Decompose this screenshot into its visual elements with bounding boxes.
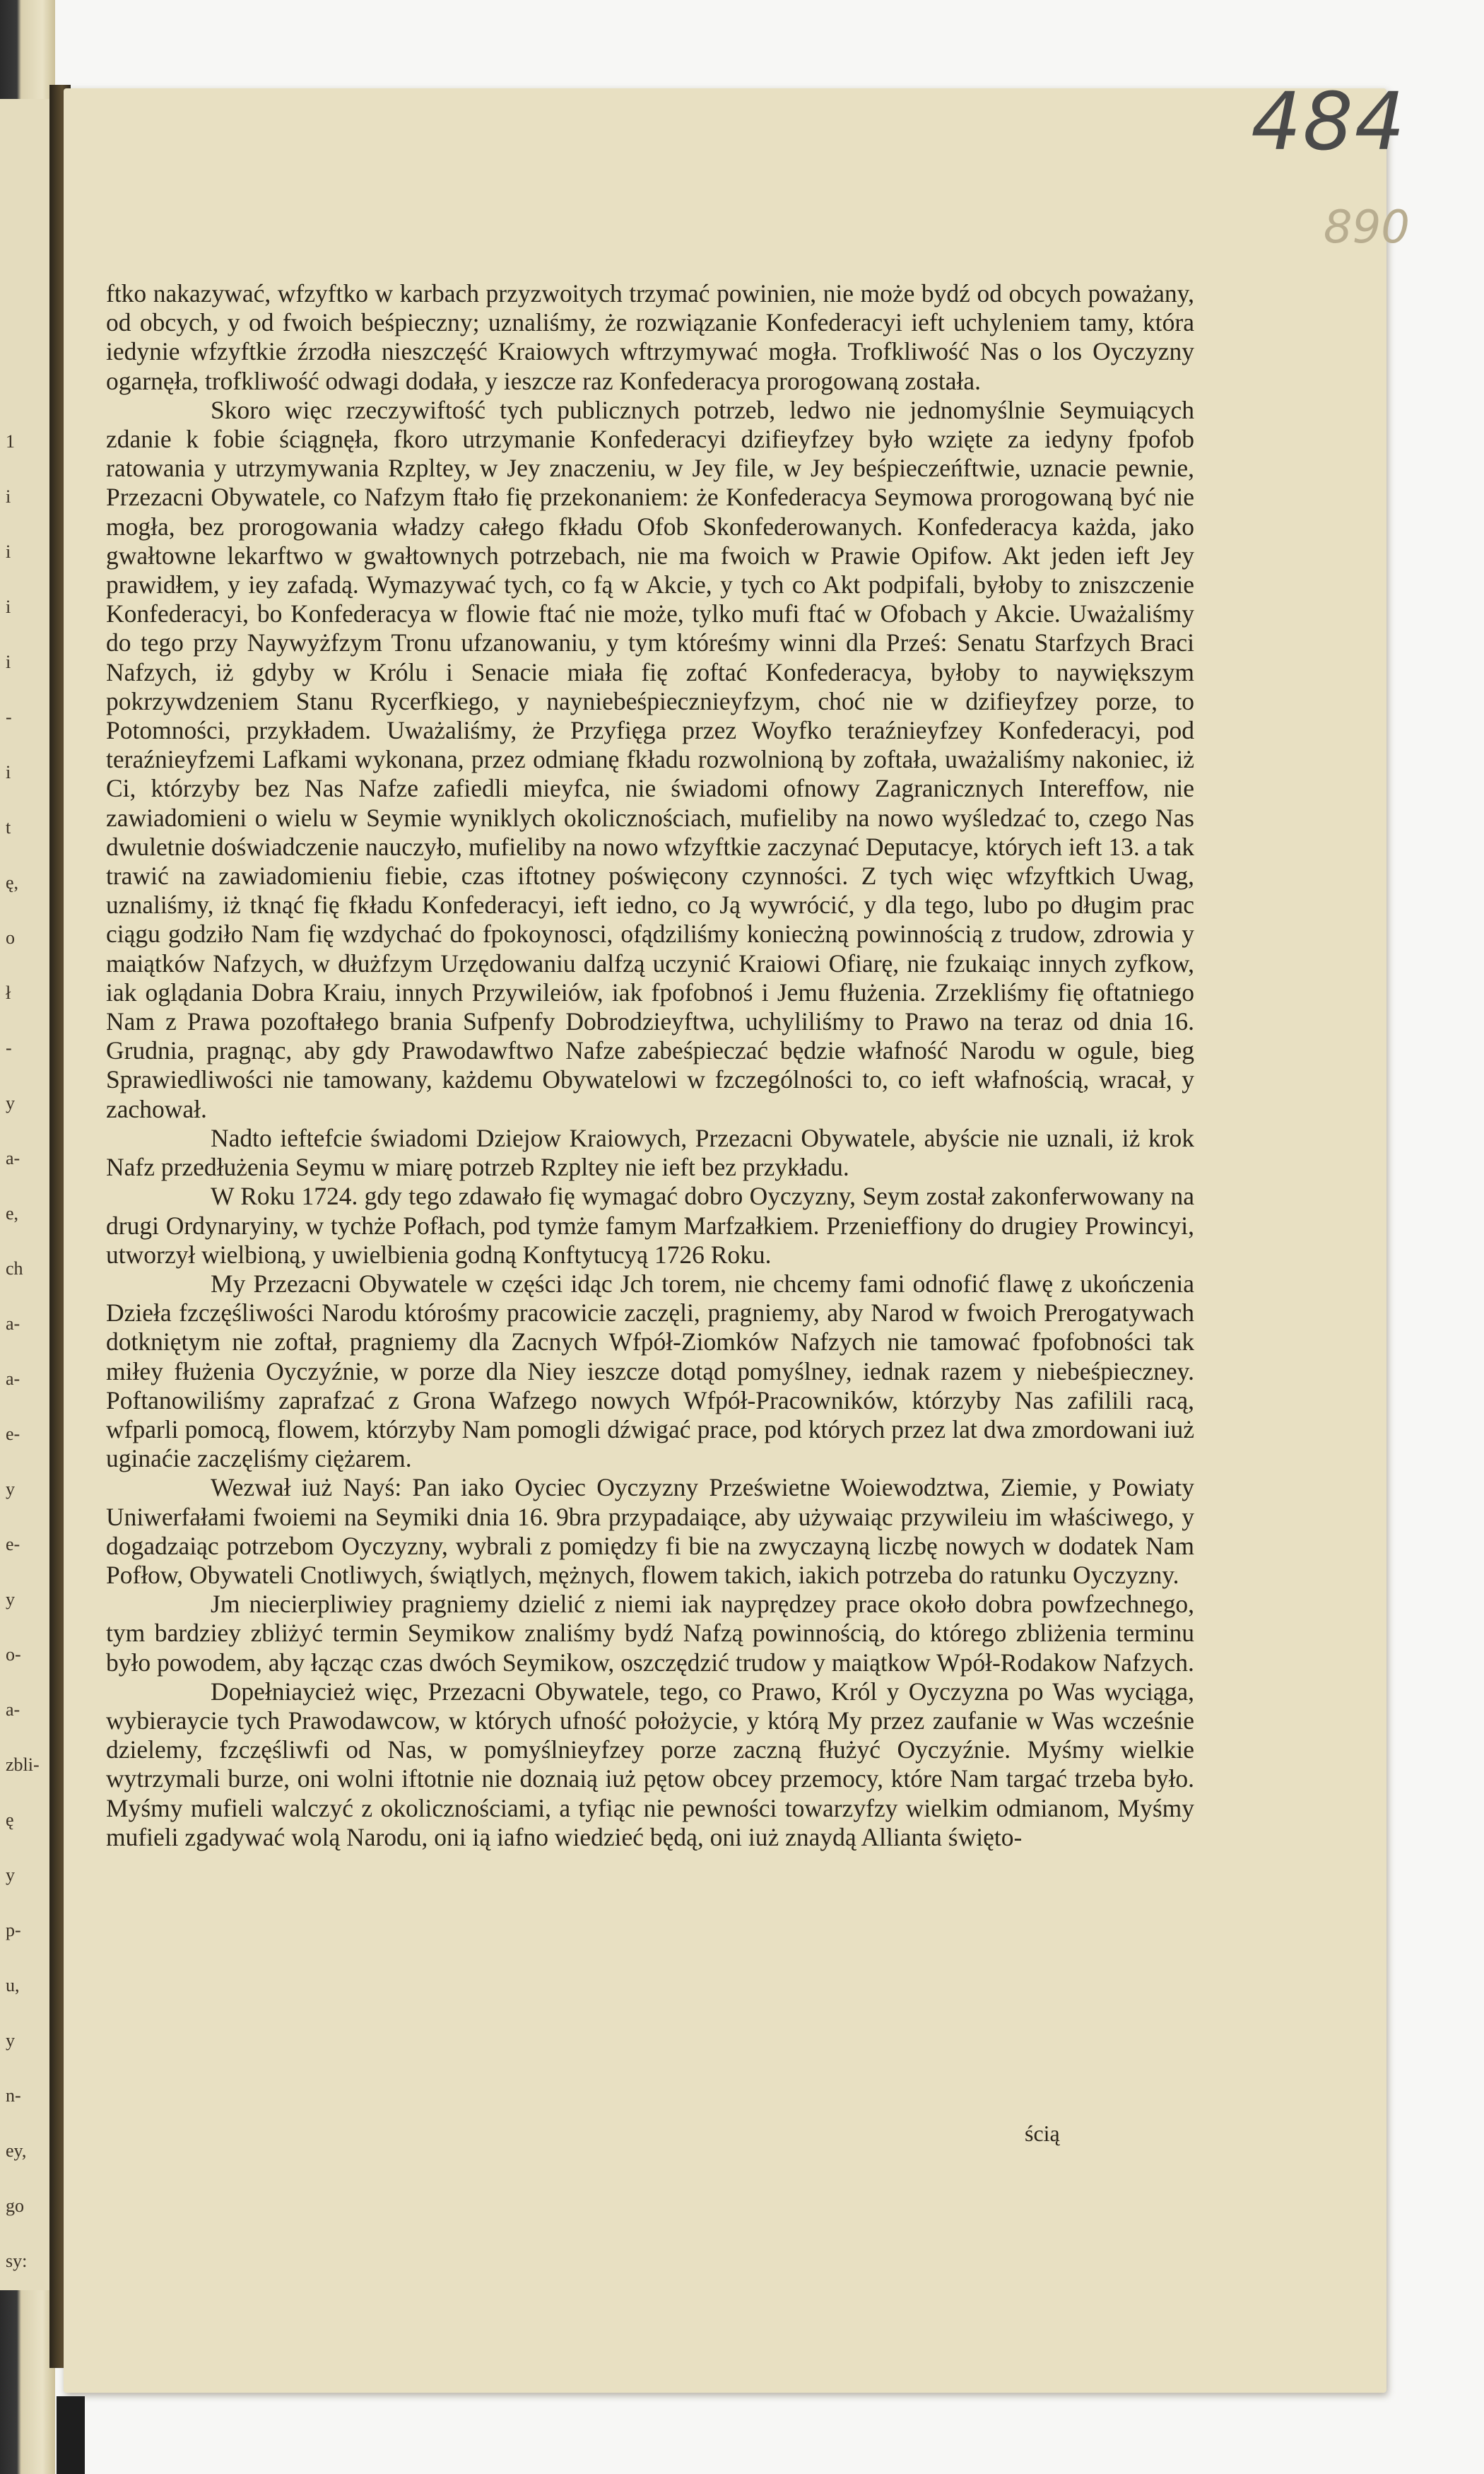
margin-fragment: y bbox=[6, 1479, 15, 1499]
margin-fragment: i bbox=[6, 597, 11, 617]
margin-fragment: sy: bbox=[6, 2251, 28, 2271]
margin-fragment: ł bbox=[6, 983, 11, 1003]
margin-fragment: ey, bbox=[6, 2140, 27, 2161]
document-text bbox=[106, 279, 1194, 1852]
folio-number-old: 890 bbox=[1323, 201, 1410, 254]
margin-fragment: t bbox=[6, 817, 11, 838]
catchword: ścią bbox=[1025, 2121, 1060, 2146]
margin-fragment: - bbox=[6, 707, 12, 727]
margin-fragment: e, bbox=[6, 1203, 19, 1224]
binding-strip bbox=[57, 2396, 85, 2474]
margin-fragment: p- bbox=[6, 1920, 21, 1940]
margin-fragment: i bbox=[6, 486, 11, 507]
margin-fragment: o- bbox=[6, 1644, 21, 1665]
paragraph: ftko nakazywać, wfzyftko w karbach przyzwoitych trzymać powinien, nie może bydź od obcych poważany, od obcych, y od fwoich beśpieczny; uznaliśmy, że rozwiązanie Konfederacyi ieft uchyleniem tamy, która iedynie wfzyftkie źrzodła nieszczęść Kraiowych wftrzymywać mogła. Trofkliwość Nas o los Oyczyzny ogarnęła, trofkliwość odwagi dodała, y ieszcze raz Konfederacya prorogowaną została. bbox=[106, 279, 1194, 395]
margin-fragment: e- bbox=[6, 1424, 20, 1444]
margin-fragment: y bbox=[6, 1865, 15, 1885]
margin-fragment: a- bbox=[6, 1368, 20, 1389]
paragraph: Jm niecierpliwiey pragniemy dzielić z niemi iak nayprędzey prace około dobra powfzechnego, tym bardziey zbliżyć termin Seymikow znaliśmy bydź Nafzą powinnością, do którego zbliżenia terminu było powodem, aby łącząc czas dwóch Seymikow, oszczędzić trudow y maiątkow Wpół-Rodakow Nafzych. bbox=[106, 1590, 1194, 1677]
margin-fragment: y bbox=[6, 2030, 15, 2051]
paragraph: Wezwał iuż Nayś: Pan iako Oyciec Oyczyzny Prześwietne Woiewodztwa, Ziemie, y Powiaty Uniwerfałami fwoiemi na Seymiki dnia 16. 9bra przypadaiące, aby używaiąc przywileiu im właściwego, y dogadzaiąc potrzebom Oyczyzny, wybrali z pomiędzy fi bie na zwyczayną liczbę nowych w dodatek Nam Pofłow, Obywateli Cnotliwych, świątlych, mężnych, flowem takich, iakich potrzeba do ratunku Oyczyzny. bbox=[106, 1473, 1194, 1589]
margin-fragment: a- bbox=[6, 1148, 20, 1168]
paragraph: W Roku 1724. gdy tego zdawało fię wymagać dobro Oyczyzny, Seym został zakonferwowany na drugi Ordynaryiny, w tychże Pofłach, pod tymże famym Marfzałkiem. Przenieffiony do drugiey Prowincyi, utworzył wielbioną, y uwielbienia godną Konftytucyą 1726 Roku. bbox=[106, 1182, 1194, 1269]
margin-fragment: i bbox=[6, 541, 11, 562]
margin-fragment: ę bbox=[6, 1810, 14, 1830]
margin-fragment: ę, bbox=[6, 872, 19, 893]
margin-fragment: o bbox=[6, 927, 15, 948]
margin-fragment: zbli- bbox=[6, 1754, 40, 1775]
margin-fragment: a- bbox=[6, 1313, 20, 1334]
previous-page-margin bbox=[0, 99, 51, 2290]
paragraph: Nadto ieftefcie świadomi Dziejow Kraiowych, Przezacni Obywatele, abyście nie uznali, iż krok Nafz przedłużenia Seymu w miarę potrzeb Rzpltey nie ieft bez przykładu. bbox=[106, 1123, 1194, 1182]
margin-fragment: 1 bbox=[6, 431, 15, 452]
paragraph: Dopełniaycież więc, Przezacni Obywatele, tego, co Prawo, Król y Oyczyzna po Was wyciąga, wybieraycie tych Prawodawcow, w których ufność położycie, y którą My przez zaufanie w Was wcześnie dzielemy, fzczęśliwfi od Nas, w pomyślnieyfzey porze zaczną fłużyć Oyczyźnie. Myśmy wielkie wytrzymali burze, oni wolni iftotnie nie doznaią iuż pętow obcey przemocy, które Nam targać trzeba było. Myśmy mufieli walczyć z okolicznościami, a tyfiąc nie pewności towarzyfzy wielkim odmianom, Myśmy mufieli zgadywać wolą Narodu, oni ią iafno wiedzieć będą, oni iuż znaydą Allianta święto- bbox=[106, 1677, 1194, 1851]
margin-fragment: a- bbox=[6, 1699, 20, 1720]
margin-fragment: go bbox=[6, 2195, 24, 2216]
margin-fragment: - bbox=[6, 1038, 12, 1058]
margin-fragment: u, bbox=[6, 1975, 20, 1995]
folio-number: 484 bbox=[1251, 76, 1406, 168]
margin-fragment: n- bbox=[6, 2085, 21, 2106]
margin-fragment: i bbox=[6, 652, 11, 672]
paragraph: My Przezacni Obywatele w części idąc Jch torem, nie chcemy fami odnofić flawę z ukończenia Dzieła fzczęśliwości Narodu którośmy pracowicie zaczęli, pragniemy, aby Narod w fwoich Prerogatywach dotkniętym nie zoftał, pragniemy dla Zacnych Wfpół-Ziomków Nafzych nie tamować fpofobności tak miłey fłużenia Oyczyźnie, w porze dla Niey ieszcze dotąd pomyślney, iednak razem y niebeśpieczney. Poftanowiliśmy zaprafzać z Grona Wafzego nowych Wfpół-Pracowników, którzyby Nas zafilili racą, wfparli pomocą, flowem, którzyby Nam pomogli dźwigać prace, pod których przez lat dwa zmordowani iuż uginaćie zaczęliśmy ciężarem. bbox=[106, 1269, 1194, 1473]
margin-fragment: ch bbox=[6, 1258, 23, 1279]
margin-fragment: y bbox=[6, 1093, 15, 1113]
paragraph: Skoro więc rzeczywiftość tych publicznych potrzeb, ledwo nie jednomyślnie Seymuiących zdanie k fobie ściągnęła, fkoro utrzymanie Konfederacyi dzifieyfzey było wzięte za iedyny fpofob ratowania y utrzymywania Rzpltey, w Jey znaczeniu, w Jey file, w Jey beśpieczeńftwie, uznacie pewnie, Przezacni Obywatele, co Nafzym ftało fię przekonaniem: że Konfederacya Seymowa prorogowaną być nie mogła, bez prorogowania władzy całego fkładu Ofob Skonfederowanych. Konfederacya każda, jako gwałtowne lekarftwo w gwałtownych potrzebach, nie ma fwoich w Prawie Opifow. Akt jeden ieft Jey prawidłem, y iey zafadą. Wymazywać tych, co fą w Akcie, y tych co Akt podpifali, byłoby to zniszczenie Konfederacyi, bo Konfederacya w flowie ftać nie może, tylko mufi ftać w Ofobach y Akcie. Uważaliśmy do tego przy Naywyżfzym Tronu ufzanowaniu, y tym któreśmy winni dla Prześ: Senatu Starfzych Braci Nafzych, iż gdyby w Królu i Senacie miała fię zoftać Konfederacya, byłoby to naywiększym pokrzywdzeniem Stanu Rycerfkiego, y nayniebeśpiecznieyfzym, choć nie w dzifieyfzey porze, to Potomności, przykładem. Uważaliśmy, że Przyfięga przez Woyfko teraźnieyfzey Konfederacyi, pod teraźnieyfzemi Lafkami wykonana, przez odmianę fkładu rozwolnioną by zoftała, uważaliśmy nakoniec, iż Ci, którzyby bez Nas Nafze zafiedli mieyfca, nie świadomi ofnowy Zagranicznych Intereffow, nie zawiadomieni o wielu w Seymie wyniklych okolicznościach, mufieliby na nowo wyśledzać to, czego Nas dwuletnie doświadczenie nauczyło, mufieliby na nowo wfzyftkie zaczynać Deputacye, których ieft 13. a tak trawić na zawiadomieniu fiebie, czas iftotney poświęcony czynności. Z tych więc wfzyftkich Uwag, uznaliśmy, iż tknąć fię fkładu Konfederacyi, ieft iedno, co Ją wywrócić, y dla tego, lubo po długim prac ciągu godziło Nam fię wzdychać do fpokoynosci, ofądziliśmy koniecżną powinnością z trudow, zdrowia y maiątków Nafzych, w dłużfzym Urzędowaniu dalfzą uczynić Kraiowi Ofiarę, nie fzukaiąc innych zyfkow, iak oglądania Dobra Kraiu, innych Przywileiów, iak fpofobnoś i Jemu fłużenia. Zrzekliśmy fię oftatniego Nam z Prawa pozoftałego brania Sufpenfy Dobrodzieyftwa, uchyliliśmy to Prawo na teraz od dnia 16. Grudnia, pragnąc, aby gdy Prawodawftwo Nafze zabeśpieczać będzie włafność Narodu w ogule, bieg Sprawiedliwości nie tamowany, każdemu Obywatelowi w fzczególności to, co ieft włafnością, wracał, y zachował. bbox=[106, 395, 1194, 1123]
margin-fragment: i bbox=[6, 762, 11, 782]
margin-fragment: e- bbox=[6, 1534, 20, 1554]
margin-fragment: y bbox=[6, 1589, 15, 1610]
